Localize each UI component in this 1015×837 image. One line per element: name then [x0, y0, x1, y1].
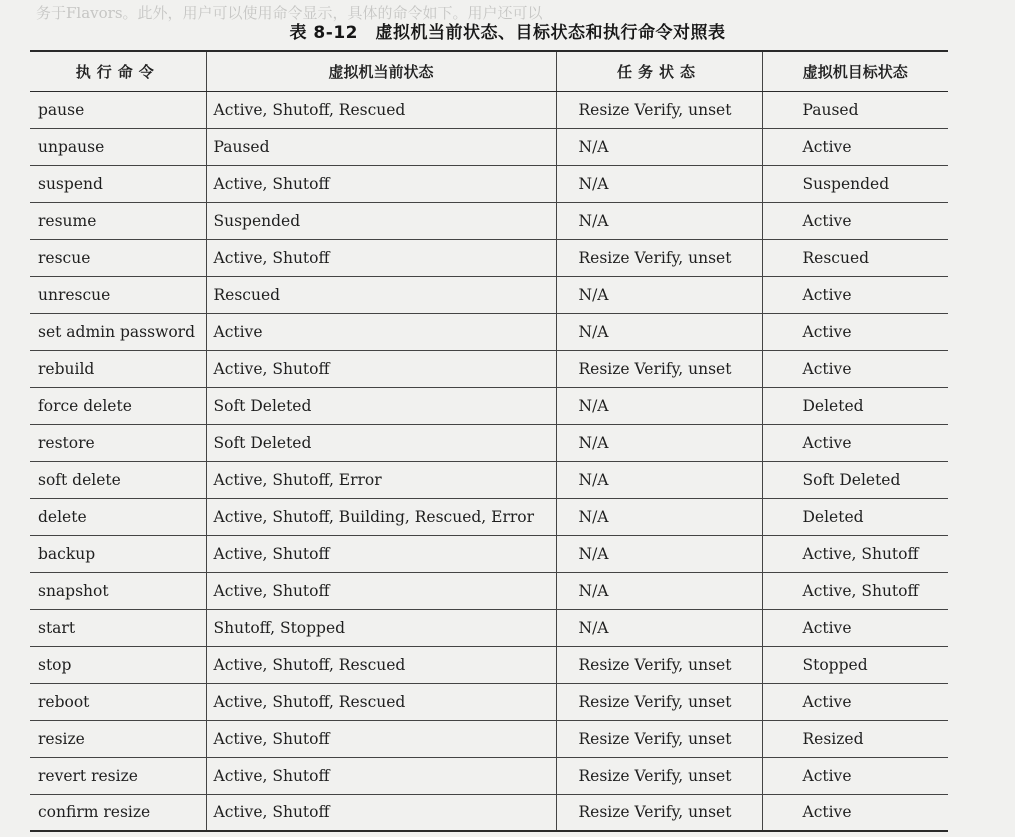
cell-task-state: N/A [556, 498, 762, 535]
cell-command: pause [30, 91, 206, 128]
cell-current-state: Active, Shutoff [206, 165, 556, 202]
table-row [30, 646, 948, 683]
cell-target-state: Active, Shutoff [762, 535, 948, 572]
cell-command: unpause [30, 128, 206, 165]
cell-command: suspend [30, 165, 206, 202]
cell-command: set admin password [30, 313, 206, 350]
table-row [30, 720, 948, 757]
table-row [30, 276, 948, 313]
cell-command: reboot [30, 683, 206, 720]
table-row [30, 461, 948, 498]
table-row [30, 128, 948, 165]
cell-command: start [30, 609, 206, 646]
cell-task-state: N/A [556, 128, 762, 165]
cell-task-state: Resize Verify, unset [556, 757, 762, 794]
cell-current-state: Active, Shutoff [206, 350, 556, 387]
table-row [30, 202, 948, 239]
cell-current-state: Active, Shutoff, Building, Rescued, Error [206, 498, 556, 535]
cell-target-state: Active, Shutoff [762, 572, 948, 609]
table-row [30, 794, 948, 831]
header-task-state: 任务状态 [556, 51, 762, 91]
cell-target-state: Paused [762, 91, 948, 128]
cell-target-state: Active [762, 350, 948, 387]
header-target-state: 虚拟机目标状态 [762, 51, 948, 91]
header-current-state: 虚拟机当前状态 [206, 51, 556, 91]
cell-current-state: Active, Shutoff, Rescued [206, 91, 556, 128]
cell-target-state: Active [762, 757, 948, 794]
cell-task-state: Resize Verify, unset [556, 91, 762, 128]
cell-task-state: N/A [556, 276, 762, 313]
table-body [30, 91, 948, 831]
cell-current-state: Active, Shutoff [206, 757, 556, 794]
cell-target-state: Soft Deleted [762, 461, 948, 498]
table-row [30, 757, 948, 794]
cell-task-state: N/A [556, 424, 762, 461]
cell-current-state: Active [206, 313, 556, 350]
cell-task-state: N/A [556, 202, 762, 239]
cell-target-state: Active [762, 609, 948, 646]
cell-command: unrescue [30, 276, 206, 313]
cell-target-state: Active [762, 424, 948, 461]
cell-task-state: Resize Verify, unset [556, 239, 762, 276]
table-row [30, 498, 948, 535]
cell-current-state: Active, Shutoff, Rescued [206, 646, 556, 683]
cell-command: backup [30, 535, 206, 572]
cell-target-state: Stopped [762, 646, 948, 683]
cell-task-state: N/A [556, 387, 762, 424]
table-row [30, 535, 948, 572]
cell-task-state: N/A [556, 535, 762, 572]
cell-task-state: N/A [556, 461, 762, 498]
cell-command: rescue [30, 239, 206, 276]
cell-target-state: Active [762, 202, 948, 239]
cell-command: delete [30, 498, 206, 535]
cell-task-state: N/A [556, 572, 762, 609]
table-row [30, 387, 948, 424]
cell-task-state: N/A [556, 609, 762, 646]
table-row [30, 350, 948, 387]
cell-command: restore [30, 424, 206, 461]
cell-target-state: Resized [762, 720, 948, 757]
cell-command: revert resize [30, 757, 206, 794]
cell-command: snapshot [30, 572, 206, 609]
cell-current-state: Active, Shutoff, Rescued [206, 683, 556, 720]
cell-current-state: Soft Deleted [206, 424, 556, 461]
cell-current-state: Suspended [206, 202, 556, 239]
table-row [30, 91, 948, 128]
cell-current-state: Active, Shutoff [206, 720, 556, 757]
cell-command: rebuild [30, 350, 206, 387]
cell-current-state: Soft Deleted [206, 387, 556, 424]
cell-command: force delete [30, 387, 206, 424]
header-command: 执行命令 [30, 51, 206, 91]
cell-target-state: Active [762, 128, 948, 165]
cell-target-state: Deleted [762, 498, 948, 535]
cell-task-state: Resize Verify, unset [556, 350, 762, 387]
cell-current-state: Active, Shutoff [206, 794, 556, 831]
cell-target-state: Active [762, 276, 948, 313]
cell-command: soft delete [30, 461, 206, 498]
background-text: 务于Flavors。此外，用户可以使用命令显示，具体的命令如下。用户还可以 [36, 4, 543, 22]
cell-target-state: Active [762, 313, 948, 350]
cell-task-state: Resize Verify, unset [556, 683, 762, 720]
table-row [30, 572, 948, 609]
table-row [30, 683, 948, 720]
table-row [30, 165, 948, 202]
table-row [30, 239, 948, 276]
cell-current-state: Active, Shutoff, Error [206, 461, 556, 498]
cell-command: resume [30, 202, 206, 239]
cell-task-state: Resize Verify, unset [556, 794, 762, 831]
cell-task-state: Resize Verify, unset [556, 720, 762, 757]
table-caption: 表 8-12 虚拟机当前状态、目标状态和执行命令对照表 [289, 23, 726, 43]
cell-current-state: Active, Shutoff [206, 572, 556, 609]
cell-current-state: Active, Shutoff [206, 535, 556, 572]
cell-current-state: Rescued [206, 276, 556, 313]
cell-target-state: Rescued [762, 239, 948, 276]
vm-state-command-table [30, 50, 948, 832]
cell-command: stop [30, 646, 206, 683]
cell-target-state: Suspended [762, 165, 948, 202]
cell-command: confirm resize [30, 794, 206, 831]
cell-target-state: Active [762, 683, 948, 720]
cell-current-state: Shutoff, Stopped [206, 609, 556, 646]
cell-task-state: N/A [556, 313, 762, 350]
cell-current-state: Paused [206, 128, 556, 165]
cell-current-state: Active, Shutoff [206, 239, 556, 276]
cell-task-state: N/A [556, 165, 762, 202]
table-row [30, 424, 948, 461]
table-row [30, 609, 948, 646]
table-row [30, 313, 948, 350]
cell-target-state: Deleted [762, 387, 948, 424]
cell-command: resize [30, 720, 206, 757]
cell-task-state: Resize Verify, unset [556, 646, 762, 683]
cell-target-state: Active [762, 794, 948, 831]
table-header-row [30, 51, 948, 91]
